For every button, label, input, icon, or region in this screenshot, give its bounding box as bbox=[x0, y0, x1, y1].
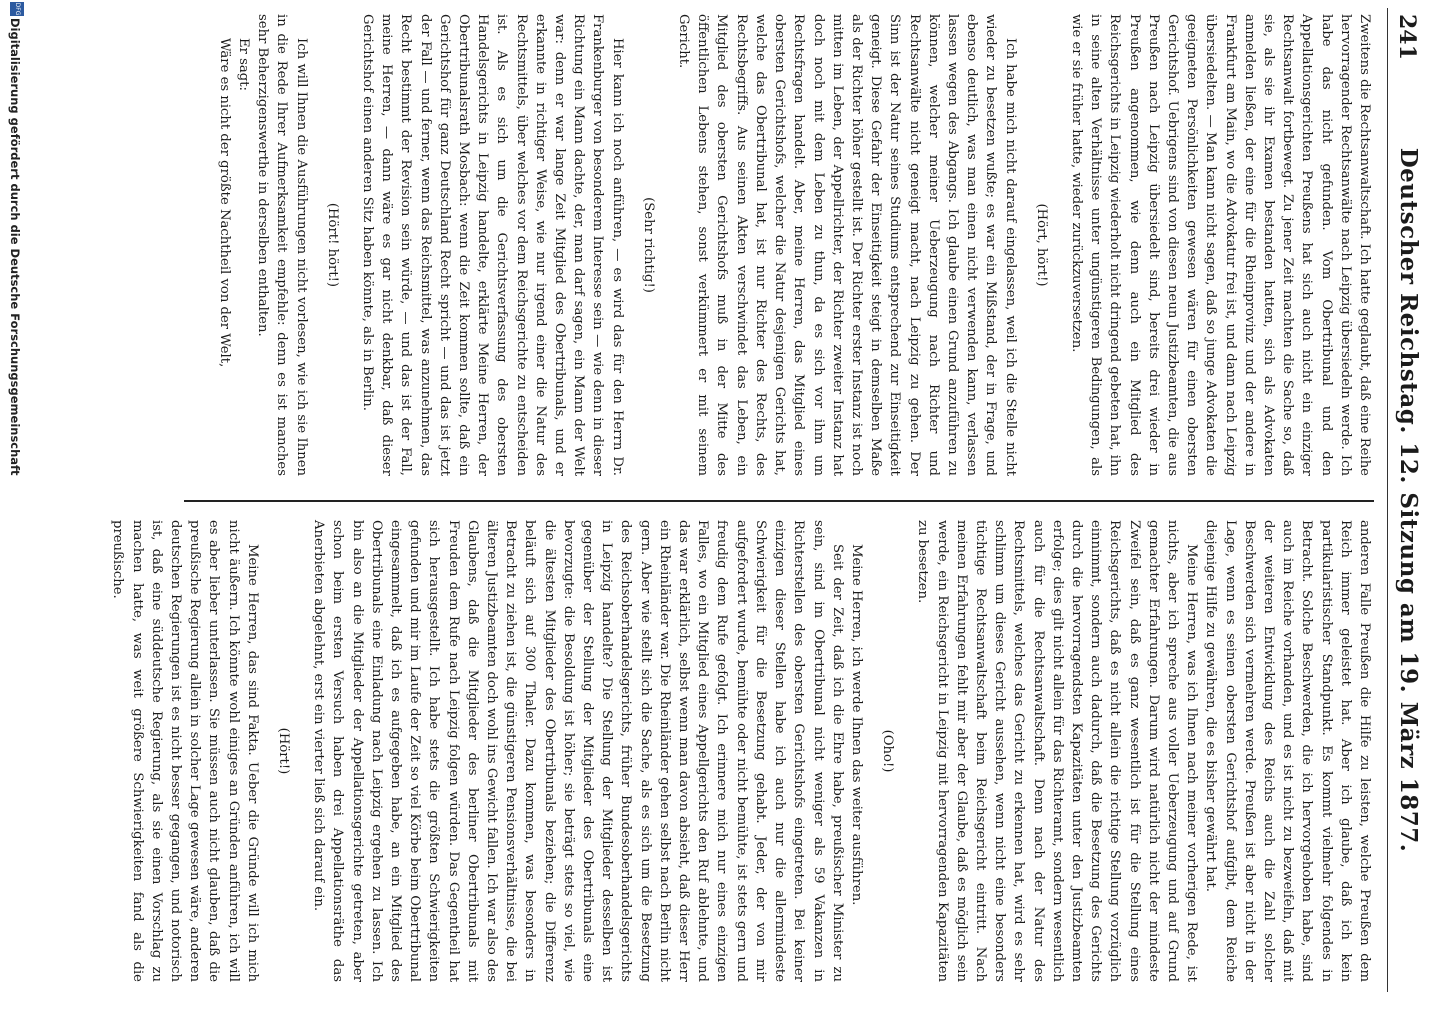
paragraph: Meine Herren, ich werde Ihnen das weiter ausführen. bbox=[848, 544, 864, 906]
paragraph: Seit der Zeit, daß ich die Ehre habe, preußischer Minister zu sein, sind im Obertribunal nicht weniger als 59 Vakanzen in Richterstellen des obersten Gerichtshofs eingetreten. Bei keiner einzigen dieser Stellen habe ich auch nur die allermindeste Schwierigkeit für die Besetzung gehabt. Jeder, der von mir aufgefordert wurde, bemühte oder nicht bemühte, ist stets gern und freudig dem Rufe gefolgt. Ich erinnere mich nur eines einzigen Falles, wo ein Mitglied eines Appellgerichts den Ruf ablehnte, und das war erklärlich, selbst wenn man davon absieht, daß dieser Herr ein Rheinländer war. Die Rheinländer gehen selbst nach Berlin nicht gern. Aber wie stellt sich die Sache, als es sich um die Besetzung des Reichsoberhandelsgerichts, früher Bundesoberhandelsgerichts in Leipzig handelte? Die Stellung der Mitglieder desselben ist gegenüber der Stellung der Mitglieder des Obertribunals eine bevorzugte: die Besoldung ist höher; sie beträgt stets so viel, wie die ältesten Mitglieder des Obertribunals beziehen; die Differenz beläuft sich auf 300 Thaler. Dazu kommen, was besonders in Betracht zu ziehen ist, die günstigeren Pensionsverhältnisse, die bei älteren Justizbeamten doch wohl ins Gewicht fallen. Ich war also des Glaubens, daß die Mitglieder des berliner Obertribunals mit Freuden dem Rufe nach Leipzig folgen würden. Das Gegentheil hat sich herausgestellt. Ich habe stets die größten Schwierigkeiten gefunden und mir im Laufe der Zeit so viel Körbe beim Obertribunal eingesammelt, daß ich es aufgegeben habe, an ein Mitglied des Obertribunals eine Einladung nach Leipzig ergehen zu lassen. Ich bin also an die Mitglieder der Appellationsgerichte getreten, aber schon beim ersten Versuch haben drei Appellationsräthe das Anerbieten abgelehnt, erst ein vierter ließ sich darauf ein. bbox=[311, 520, 845, 982]
interjection: (Sehr richtig!) bbox=[640, 197, 656, 293]
paragraph: Zweitens die Rechtsanwaltschaft. Ich hatte geglaubt, daß eine Reihe hervorragender Rechtsanwälte nach Leipzig übersiedeln werde. Ich habe das nicht gefunden. Vom Obertribunal und den Appellationsgerichten Preußens hat sich auch nicht ein einziger Rechtsanwalt fortbewegt. Zu jener Zeit machten die Sache so, daß sie, als sie ihr Examen bestanden hatten, sich als Advokaten anmelden ließen, der eine für die Rheinprovinz und der andere in Frankfurt am Main, wo die Advokatur frei ist, und dann nach Leipzig übersiedelten. — Man kann nicht sagen, daß so junge Advokaten die geeigneten Persönlichkeiten gewesen wären für einen obersten Gerichtshof. Uebrigens sind von diesen neun Justizbeamten, die aus Preußen nach Leipzig übersiedelt sind, bereits drei wieder in Preußen angenommen, wie denn auch ein Mitglied des Reichsgerichts in Leipzig wiederholt nicht dringend gebeten hat, ihn in seine alten Verhältnisse unter ungünstigeren Bedingungen, als wie er sie früher hatte, wieder zurückzuversetzen. bbox=[1068, 14, 1372, 476]
interjection: (Hört! hört!) bbox=[324, 202, 340, 288]
page-number: 241 bbox=[1394, 14, 1420, 60]
paragraph: Meine Herren, das sind Fakta. Ueber die Gründe will ich mich nicht äußern. Ich könnte wohl einiges an Gründen anführen, ich will es aber lieber unterlassen. Sie müssen auch nicht glauben, daß die preußische Regierung allein in solcher Lage gewesen wäre, anderen deutschen Regierungen ist es nicht besser gegangen, und notorisch ist, daß eine süddeutsche Regierung, als sie einen Vorschlag zu machen hatte, was weit größere Schwierigkeiten fand als die preußische. bbox=[110, 520, 260, 982]
digitization-note: Digitalisierung gefördert durch die Deutsche Forschungsgemeinschaft bbox=[8, 18, 22, 476]
right-column bbox=[110, 520, 1374, 982]
page-header bbox=[1382, 0, 1428, 1000]
running-title: Deutscher Reichstag. 12. Sitzung am 19. März 1877. bbox=[1395, 147, 1422, 853]
paragraph: anderen Falle Preußen die Hilfe zu leisten, welche Preußen dem Reich immer geleistet hat. Aber ich glaube, daß ich kein partikularistischer Standpunkt. Es kommt vielmehr folgendes in Betracht. Solche Beschwerden, die ich hervorgehoben habe, sind auch im Reiche vorhanden, und es ist nicht zu bezweifeln, daß mit der weiteren Entwicklung des Reichs auch die Zahl solcher Beschwerden sich vermehren werde. Preußen ist aber nicht in der Lage, wenn es seinen obersten Gerichtshof aufgibt, dem Reiche diejenige Hilfe zu gewähren, die es bisher gewährt hat. bbox=[1203, 520, 1372, 982]
paragraph: Ich will Ihnen die Ausführungen nicht vorlesen, wie ich sie Ihnen in die Rede Ihrer Aufmerksamkeit empfehle: denn es ist manches sehr Beherzigenswerthe in derselben enthalten. bbox=[255, 14, 309, 476]
quote-start: Wäre es nicht der größte Nachtheil von der Welt, bbox=[216, 38, 232, 368]
interjection: (Hört, hört!) bbox=[1033, 203, 1049, 287]
dfg-logo: DFG bbox=[10, 2, 24, 16]
header-rule bbox=[1387, 8, 1388, 992]
left-column bbox=[194, 14, 1374, 476]
paragraph: Ich habe mich nicht darauf eingelassen, weil ich die Stelle nicht wieder zu besetzen wußte; es war ein Mißstand, der in Frage, und ebenso deutlich, was man einen nicht verwenden kann, verlassen lassen wegen des Abgangs. Ich glaube einen Grund anzuführen zu können, welcher meiner Ueberzeugung nach Richter und Rechtsanwälte nicht geneigt macht, nach Leipzig zu gehen. Der Sinn ist der Natur seines Studiums entsprechend zur Einseitigkeit geneigt. Diese Gefahr der Einseitigkeit steigt in demselben Maße als der Richter höher gestellt ist. Der Richter erster Instanz ist noch mitten im Leben, der Appellrichter, der Richter zweiter Instanz hat doch noch mit dem Leben zu thun, da es sich vor ihm um Rechtsfragen handelt. Aber, meine Herren, das Mitglied eines obersten Gerichtshofs, welcher die Natur desjenigen Gerichts hat, welche das Obertribunal hat, ist nur Richter des Rechts, des Rechtsbegriffs. Aus seinen Akten verschwindet das Leben, ein Mitglied des obersten Gerichtshofs muß in der Mitte des öffentlichen Lebens stehen, sonst verkümmert er mit seinem Gericht. bbox=[676, 14, 1018, 476]
column-divider bbox=[184, 500, 1374, 502]
paragraph: Er sagt: bbox=[236, 38, 252, 91]
interjection: (Oho!) bbox=[880, 729, 896, 773]
paragraph: Meine Herren, was ich Ihnen nach meiner vorherigen Rede, ist nichts, aber ich spreche aus voller Ueberzeugung und auf Grund gemachter Erfahrungen. Darum wird natürlich nicht der mindeste Zweifel sein, daß es ganz wesentlich ist für die Stellung eines Reichsgerichts, daß es nicht allein die richtige Stellung vorzüglich einnimmt, sondern auch dadurch, daß die Besetzung des Gerichts durch die hervorragendsten Kapazitäten unter den Justizbeamten erfolge; dies gilt nicht allein für das Richteramt, sondern wesentlich auch für die Rechtsanwaltschaft. Denn nach der Natur des Rechtsmittels, welches das Gericht zu erkennen hat, wird es sehr schlimm um dieses Gericht aussehen, wenn nicht eine besonders tüchtige Rechtsanwaltschaft beim Reichsgericht eintritt. Nach meinen Erfahrungen fehlt mir aber der Glaube, daß es möglich sein werde, ein Reichsgericht in Leipzig mit hervorragenden Kapazitäten zu besetzen. bbox=[915, 520, 1200, 982]
paragraph: Hier kann ich noch anführen, — es wird das für den Herrn Dr. Frankenburger von besonderem Interesse sein — wie denn in dieser Richtung ein Mann dachte, der, man darf sagen, ein Mann der Welt war: denn er war lange Zeit Mitglied des Obertribunals, und er erkannte in richtiger Weise, wie nur irgend einer die Natur des Rechtsmittels, über welches vor dem Reichsgerichte zu entscheiden ist. Als es sich um die Gerichtsverfassung des obersten Handelsgerichts in Leipzig handelte, erklärte Meine Herren, der Obertribunalsrath Mosbach: wenn die Zeit kommen sollte, daß ein Gerichtshof für ganz Deutschland Recht spricht — und das ist jetzt der Fall — und ferner, wenn das Reichsmittel, was anzunehmen, das Recht bestimmt der Revision sein würde, — und das ist der Fall, meine Herren, — dann wäre es gar nicht denkbar, daß dieser Gerichtshof einen anderen Sitz haben könnte, als in Berlin. bbox=[360, 14, 625, 476]
interjection: (Hört!) bbox=[276, 727, 292, 775]
